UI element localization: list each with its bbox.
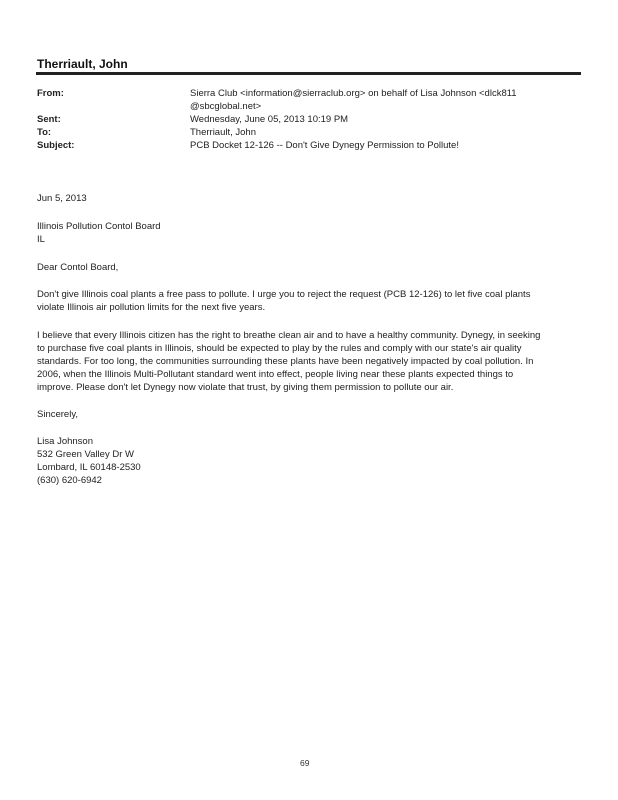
letter-date: Jun 5, 2013 <box>37 193 87 204</box>
signature-address-line-1: 532 Green Valley Dr W <box>37 449 134 460</box>
closing: Sincerely, <box>37 409 79 420</box>
recipient-line-2: IL <box>37 234 45 245</box>
subject-label: Subject: <box>37 140 75 151</box>
paragraph-1-line-2: violate Illinois air pollution limits for the next five years. <box>37 302 266 313</box>
signature-phone: (630) 620-6942 <box>37 475 102 486</box>
from-value-line-2: @sbcglobal.net> <box>190 101 262 112</box>
recipient-line-1: Illinois Pollution Contol Board <box>37 221 161 232</box>
paragraph-2-line-3: standards. For too long, the communities surrounding these plants have been negatively impacted by coal pollution. In <box>37 356 534 367</box>
sent-value: Wednesday, June 05, 2013 10:19 PM <box>190 114 349 125</box>
signature-name: Lisa Johnson <box>37 436 93 447</box>
to-value: Therriault, John <box>190 127 257 138</box>
paragraph-2-line-1: I believe that every Illinois citizen has the right to breathe clean air and to have a healthy community. Dynegy, in seeking <box>37 330 541 341</box>
salutation: Dear Contol Board, <box>37 262 119 273</box>
paragraph-2-line-5: improve. Please don't let Dynegy now violate that trust, by giving them permission to pollute our air. <box>37 382 454 393</box>
paragraph-1-line-1: Don't give Illinois coal plants a free pass to pollute. I urge you to reject the request (PCB 12-126) to let five coal plants <box>37 289 531 300</box>
from-value-line-1: Sierra Club <information@sierraclub.org> on behalf of Lisa Johnson <dlck811 <box>190 88 517 99</box>
sent-label: Sent: <box>37 114 61 125</box>
paragraph-2-line-4: 2006, when the Illinois Multi-Pollutant standard went into effect, people living near these plants expected things to <box>37 369 514 380</box>
page-number: 69 <box>300 758 310 768</box>
signature-address-line-2: Lombard, IL 60148-2530 <box>37 462 141 473</box>
mailbox-owner-name: Therriault, John <box>37 57 128 71</box>
from-label: From: <box>37 88 64 99</box>
header-rule <box>36 72 581 75</box>
subject-value: PCB Docket 12-126 -- Don't Give Dynegy Permission to Pollute! <box>190 140 459 151</box>
paragraph-2-line-2: to purchase five coal plants in Illinois, should be expected to play by the rules and comply with our state's air quality <box>37 343 522 354</box>
to-label: To: <box>37 127 52 138</box>
